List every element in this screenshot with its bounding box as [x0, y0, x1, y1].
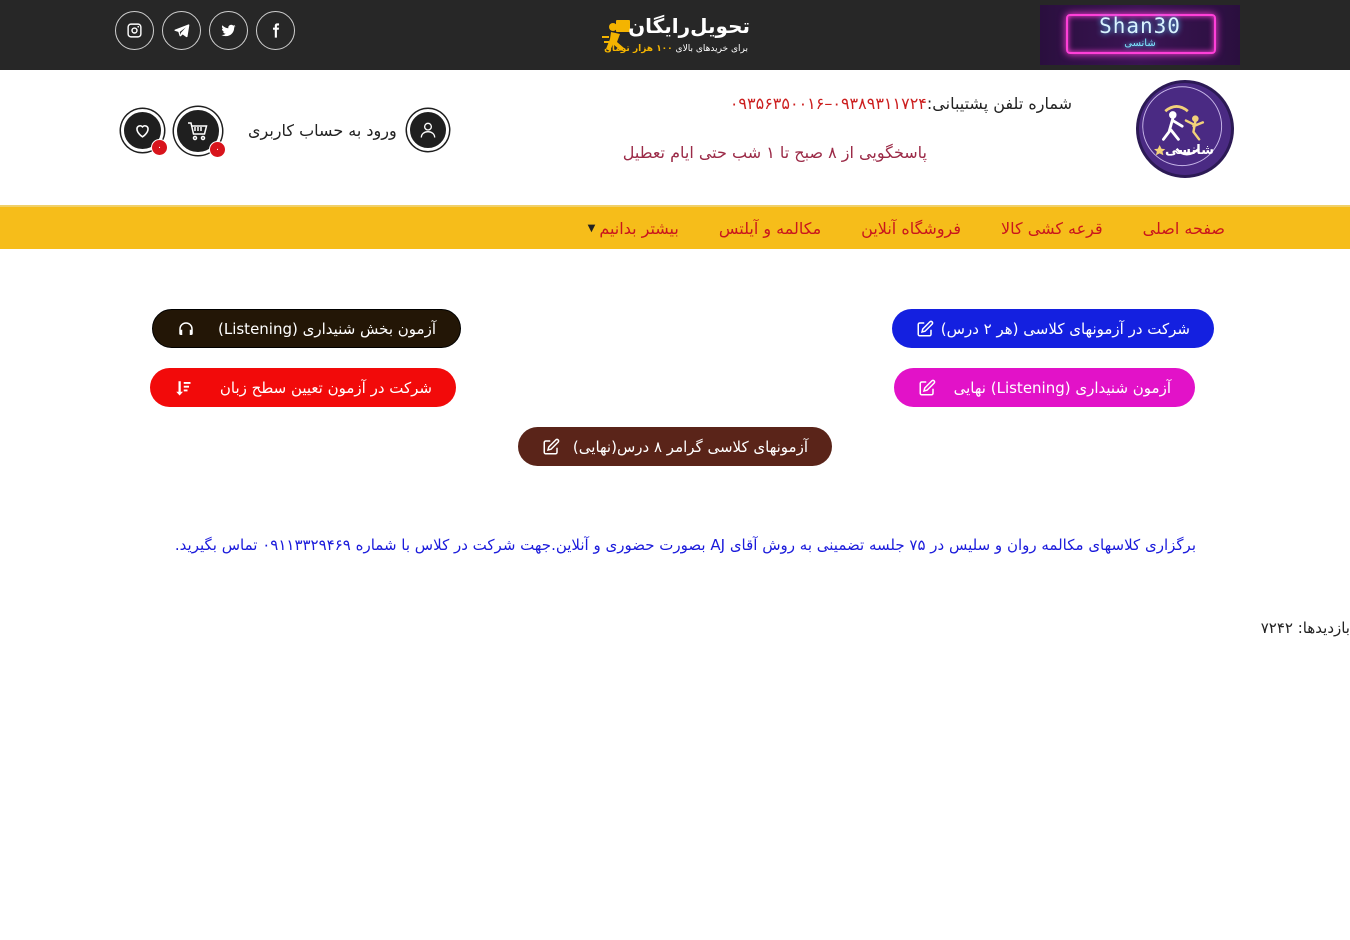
- banner-subtitle: شانسی: [1124, 38, 1156, 49]
- instagram-icon: [126, 22, 143, 39]
- edit-icon: [918, 379, 936, 397]
- facebook-icon: [267, 22, 284, 39]
- support-hours: پاسخگویی از ۸ صبح تا ۱ شب حتی ایام تعطیل: [622, 143, 927, 162]
- shan30-banner[interactable]: [1040, 5, 1240, 65]
- cart-button[interactable]: [174, 107, 222, 155]
- visits-label: بازدیدها:: [1297, 619, 1350, 637]
- listening-section-button[interactable]: [152, 309, 461, 348]
- banner-title: Shan30: [1099, 14, 1181, 38]
- edit-icon: [916, 320, 934, 338]
- nav-items: [588, 207, 1225, 249]
- headphones-icon: [177, 320, 195, 338]
- top-bar: [0, 0, 1350, 70]
- shopping-cart-icon: [186, 119, 210, 143]
- edit-icon: [542, 438, 560, 456]
- social-links: [115, 11, 295, 50]
- heart-icon: [133, 121, 152, 140]
- telegram-link[interactable]: [162, 11, 201, 50]
- promo-title: تحویل‌رایگان: [628, 14, 750, 38]
- support-label: شماره تلفن پشتیبانی:: [926, 94, 1072, 113]
- login-link[interactable]: [248, 109, 449, 151]
- nav-lottery[interactable]: قرعه کشی کالا: [1001, 218, 1103, 238]
- facebook-link[interactable]: [256, 11, 295, 50]
- nav-home[interactable]: صفحه اصلی: [1142, 218, 1225, 238]
- support-phone-numbers[interactable]: ۰۹۳۸۹۳۱۱۷۲۴–۰۹۳۵۶۳۵۰۰۱۶: [729, 94, 927, 113]
- login-avatar: [407, 109, 449, 151]
- class-notice: برگزاری کلاسهای مکالمه روان و سلیس در ۷۵ جلسه تضمینی به روش آقای AJ بصورت حضوری و آنلاین.جهت شرکت در کلاس با شماره ۰۹۱۱۳۳۲۹۴۶۹ تماس بگیرید.: [174, 536, 1196, 554]
- nav-conversation-ielts[interactable]: مکالمه و آیلتس: [718, 218, 822, 238]
- site-logo[interactable]: [1136, 80, 1234, 178]
- chevron-down-icon: ▼: [587, 222, 596, 234]
- final-listening-button[interactable]: [894, 368, 1195, 407]
- user-icon: [418, 120, 438, 140]
- logo-dancers-icon: [1139, 83, 1231, 175]
- nav-more-info[interactable]: بیشتر بدانیم ▼: [587, 218, 679, 238]
- logo-text: شانسی: [1165, 143, 1214, 158]
- twitter-icon: [220, 22, 237, 39]
- nav-online-shop[interactable]: فروشگاه آنلاین: [861, 218, 962, 238]
- twitter-link[interactable]: [209, 11, 248, 50]
- grammar-final-label: آزمونهای کلاسی گرامر ۸ درس(نهایی): [572, 437, 808, 456]
- support-phone: [730, 94, 1072, 113]
- final-listening-label: آزمون شنیداری (Listening) نهایی: [953, 378, 1171, 397]
- cart-count-badge: ۰: [209, 141, 226, 158]
- visits-count: ۷۲۴۲: [1260, 619, 1293, 637]
- placement-test-label: شرکت در آزمون تعیین سطح زبان: [219, 378, 432, 397]
- free-delivery-promo[interactable]: [600, 14, 750, 58]
- main-nav: [0, 205, 1350, 249]
- instagram-link[interactable]: [115, 11, 154, 50]
- login-label: ورود به حساب کاربری: [248, 120, 397, 140]
- placement-test-button[interactable]: [150, 368, 456, 407]
- visit-counter: [1261, 619, 1350, 637]
- wishlist-count-badge: ۰: [151, 139, 168, 156]
- promo-subtitle: برای خریدهای بالای ۱۰۰ هزار تومان: [604, 44, 748, 54]
- class-exams-label: شرکت در آزمونهای کلاسی (هر ۲ درس): [940, 319, 1190, 338]
- class-exams-button[interactable]: [892, 309, 1214, 348]
- sort-amount-icon: [174, 379, 192, 397]
- listening-section-label: آزمون بخش شنیداری (Listening): [217, 319, 436, 338]
- wishlist-button[interactable]: [121, 109, 164, 152]
- telegram-icon: [173, 22, 190, 39]
- grammar-final-button[interactable]: [518, 427, 832, 466]
